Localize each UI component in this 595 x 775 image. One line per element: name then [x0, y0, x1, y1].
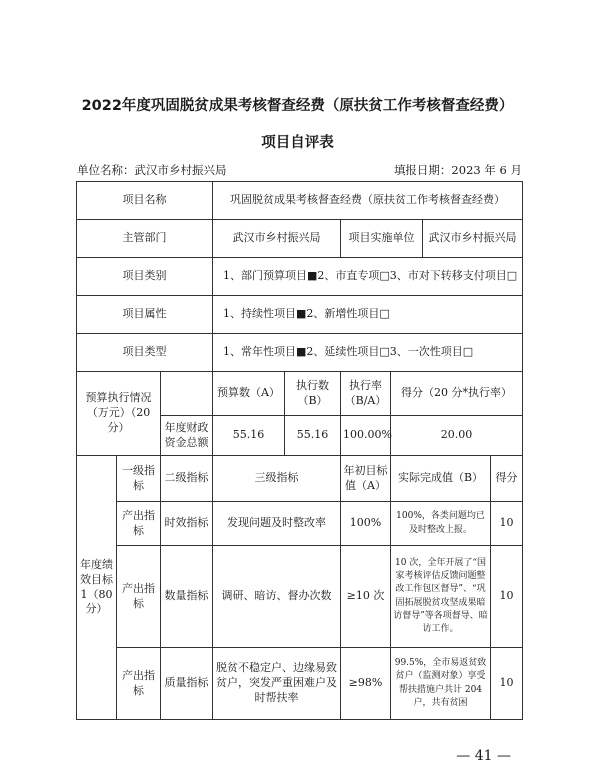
perf-score-cell: 10 [491, 648, 523, 720]
exec-amount-value: 55.16 [285, 416, 341, 456]
budget-score-value: 20.00 [391, 416, 523, 456]
impl-value: 武汉市乡村振兴局 [423, 220, 523, 258]
fill-date: 填报日期：2023 年 6 月 [393, 163, 522, 177]
perf-lv3-header: 三级指标 [213, 456, 341, 502]
budget-amount-header: 预算数（A） [213, 372, 285, 416]
project-name-value: 巩固脱贫成果考核督查经费（原扶贫工作考核督查经费） [213, 182, 523, 220]
type-value: 1、常年性项目■2、延续性项目□3、一次性项目□ [213, 334, 523, 372]
page-number: — 41 — [456, 748, 511, 764]
dept-value: 武汉市乡村振兴局 [213, 220, 341, 258]
table-row [77, 502, 523, 546]
document-title: 2022年度巩固脱贫成果考核督查经费（原扶贫工作考核督查经费） [81, 98, 514, 114]
budget-amount-value: 55.16 [213, 416, 285, 456]
department-row [77, 220, 523, 258]
impl-label: 项目实施单位 [341, 220, 423, 258]
perf-lv1-header: 一级指标 [117, 456, 161, 502]
perf-target-cell: ≥98% [341, 648, 391, 720]
budget-score-header: 得分（20 分*执行率） [391, 372, 523, 416]
perf-lv2-cell: 数量指标 [161, 546, 213, 648]
perf-score-cell: 10 [491, 546, 523, 648]
exec-rate-value: 100.00% [341, 416, 391, 456]
perf-lv2-header: 二级指标 [161, 456, 213, 502]
perf-lv1-cell: 产出指标 [117, 648, 161, 720]
category-row [77, 258, 523, 296]
type-label: 项目类型 [77, 334, 213, 372]
perf-lv1-cell: 产出指标 [117, 546, 161, 648]
perf-lv2-cell: 质量指标 [161, 648, 213, 720]
perf-actual-cell: 100%，各类问题均已及时整改上报。 [391, 502, 491, 546]
budget-label: 预算执行情况（万元）（20 分） [77, 372, 161, 456]
perf-actual-cell: 10 次，全年开展了“国家考核评估反馈问题整改工作包区督导”、“巩固拓展脱贫攻坚成果暗访督导”等各项督导、暗访工作。 [391, 546, 491, 648]
perf-lv2-cell: 时效指标 [161, 502, 213, 546]
budget-header-row [77, 372, 523, 416]
perf-actual-cell: 99.5%，全市易返贫致贫户（监测对象）享受帮扶措施户共计 204 户，共有贫困 [391, 648, 491, 720]
perf-lv3-cell: 调研、暗访、督办次数 [213, 546, 341, 648]
unit-name: 单位名称：武汉市乡村振兴局 [77, 163, 227, 177]
perf-section-label: 年度绩效目标 1（80 分） [77, 456, 117, 720]
category-label: 项目类别 [77, 258, 213, 296]
perf-target-cell: 100% [341, 502, 391, 546]
type-row [77, 334, 523, 372]
fiscal-total-label: 年度财政资金总额 [161, 416, 213, 456]
dept-label: 主管部门 [77, 220, 213, 258]
perf-lv3-cell: 发现问题及时整改率 [213, 502, 341, 546]
exec-amount-header: 执行数（B） [285, 372, 341, 416]
perf-score-header: 得分 [491, 456, 523, 502]
category-value: 1、部门预算项目■2、市直专项□3、市对下转移支付项目□ [213, 258, 523, 296]
attribute-value: 1、持续性项目■2、新增性项目□ [213, 296, 523, 334]
table-row [77, 546, 523, 648]
perf-lv1-cell: 产出指标 [117, 502, 161, 546]
perf-target-header: 年初目标值（A） [341, 456, 391, 502]
perf-actual-header: 实际完成值（B） [391, 456, 491, 502]
self-evaluation-table [76, 181, 523, 720]
perf-score-cell: 10 [491, 502, 523, 546]
project-name-label: 项目名称 [77, 182, 213, 220]
exec-rate-header: 执行率（B/A） [341, 372, 391, 416]
attribute-row [77, 296, 523, 334]
perf-lv3-cell: 脱贫不稳定户、边缘易致贫户，突发严重困难户及时帮扶率 [213, 648, 341, 720]
perf-target-cell: ≥10 次 [341, 546, 391, 648]
table-row [77, 648, 523, 720]
attribute-label: 项目属性 [77, 296, 213, 334]
perf-header-row [77, 456, 523, 502]
budget-blank-cell [161, 372, 213, 416]
project-name-row [77, 182, 523, 220]
document-subtitle: 项目自评表 [261, 135, 334, 151]
